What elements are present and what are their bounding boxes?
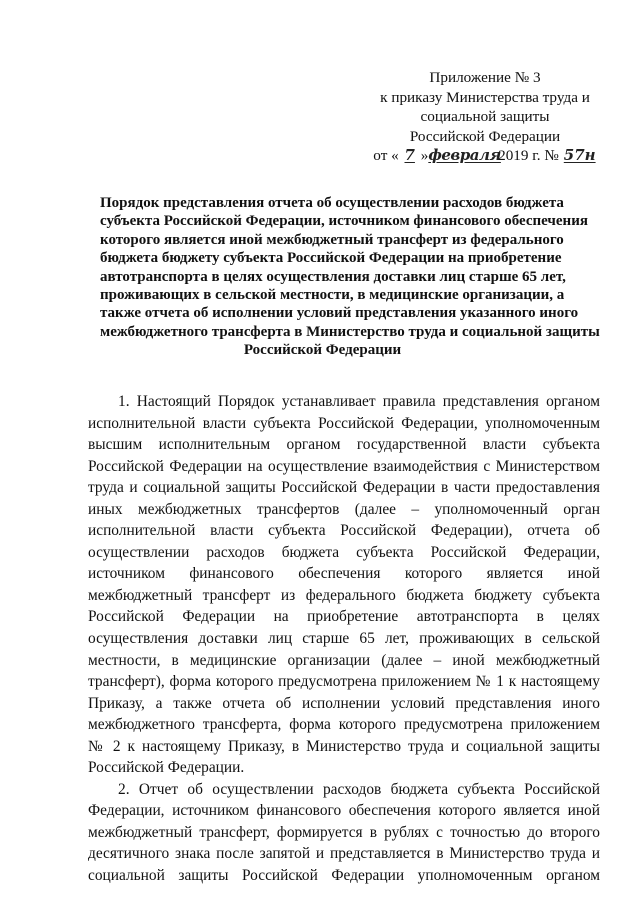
handwritten-month: февраля	[428, 146, 501, 164]
title-line: проживающих в сельской местности, в медицинские организации, а	[100, 287, 565, 304]
date-mid: »	[420, 147, 429, 164]
date-year: 2019 г. №	[498, 147, 559, 164]
paragraph-line: Российской Федерации на приобретение автотранспорта в целях	[88, 608, 600, 626]
title-line: Российской Федерации	[243, 342, 402, 359]
title-line: бюджета бюджету субъекта Российской Федерации на приобретение	[100, 250, 562, 267]
paragraph-line: трансферт), форма которого предусмотрена приложением № 1 к настоящему	[88, 673, 600, 691]
paragraph-line: Федерации, источником финансового обеспечения которого является иной	[88, 802, 600, 820]
appendix-header	[365, 68, 605, 166]
document-title	[100, 194, 600, 360]
paragraph-line: осуществлении расходов бюджета субъекта Российской Федерации,	[88, 543, 600, 561]
date-prefix: от «	[373, 147, 399, 164]
paragraph-line: исполнительной власти субъекта Российской Федерации, уполномоченным	[88, 414, 600, 432]
paragraph-line: межбюджетный трансферт из федерального бюджета бюджету субъекта	[88, 586, 600, 604]
document-body	[88, 391, 600, 887]
paragraph-line: Приказу, а также отчета об исполнении условий представления иного	[88, 694, 600, 712]
handwritten-order-number: 57н	[563, 146, 596, 164]
paragraph-line: социальной защиты Российской Федерации уполномоченным органом	[88, 867, 600, 885]
paragraph-line: 2. Отчет об осуществлении расходов бюджета субъекта Российской	[118, 780, 600, 798]
appendix-date-line	[365, 146, 605, 166]
paragraph-line: источником финансового обеспечения которого является иной	[88, 565, 600, 583]
appendix-ministry: социальной защиты	[420, 108, 550, 125]
paragraph-line: иных межбюджетных трансфертов (далее – уполномоченный орган	[88, 500, 600, 518]
paragraph-line: осуществления доставки лиц старше 65 лет, проживающих в сельской	[88, 630, 600, 648]
paragraph-1	[88, 391, 600, 779]
title-line: автотранспорта в целях осуществления доставки лиц старше 65 лет,	[100, 268, 566, 285]
paragraph-line: высшим исполнительным органом государственной власти субъекта	[88, 436, 600, 454]
title-line: также отчета об исполнении условий представления указанного иного	[100, 305, 579, 322]
paragraph-line: межбюджетный трансферт, формируется в рублях с точностью до второго	[88, 823, 600, 841]
handwritten-day: 7	[404, 146, 415, 164]
paragraph-line: Российской Федерации.	[88, 759, 245, 777]
paragraph-line: 1. Настоящий Порядок устанавливает правила представления органом	[118, 393, 600, 410]
paragraph-line: Российской Федерации на осуществление взаимодействия с Министерством	[88, 457, 600, 475]
paragraph-2	[88, 779, 600, 887]
paragraph-line: межбюджетного трансферта, форма которого предусмотрена приложением	[88, 716, 600, 734]
paragraph-line: труда и социальной защиты Российской Федерации в части предоставления	[88, 479, 600, 497]
appendix-order-ref: к приказу Министерства труда и	[380, 88, 590, 106]
paragraph-line: № 2 к настоящему Приказу, в Министерство труда и социальной защиты	[88, 737, 600, 755]
title-line: субъекта Российской Федерации, источником финансового обеспечения	[100, 213, 588, 230]
paragraph-line: исполнительной власти субъекта Российской Федерации), отчета об	[88, 522, 600, 540]
title-line: Порядок представления отчета об осуществлении расходов бюджета	[100, 195, 564, 211]
appendix-country: Российской Федерации	[409, 127, 561, 145]
paragraph-line: местности, в медицинские организации (далее – иной межбюджетный	[88, 651, 600, 669]
title-line: которого является иной межбюджетный трансферт из федерального	[100, 231, 564, 248]
title-line: межбюджетного трансферта в Министерство труда и социальной защиты	[100, 323, 600, 340]
appendix-number: Приложение № 3	[429, 69, 541, 86]
paragraph-line: десятичного знака после запятой и представляется в Министерство труда и	[88, 845, 600, 863]
